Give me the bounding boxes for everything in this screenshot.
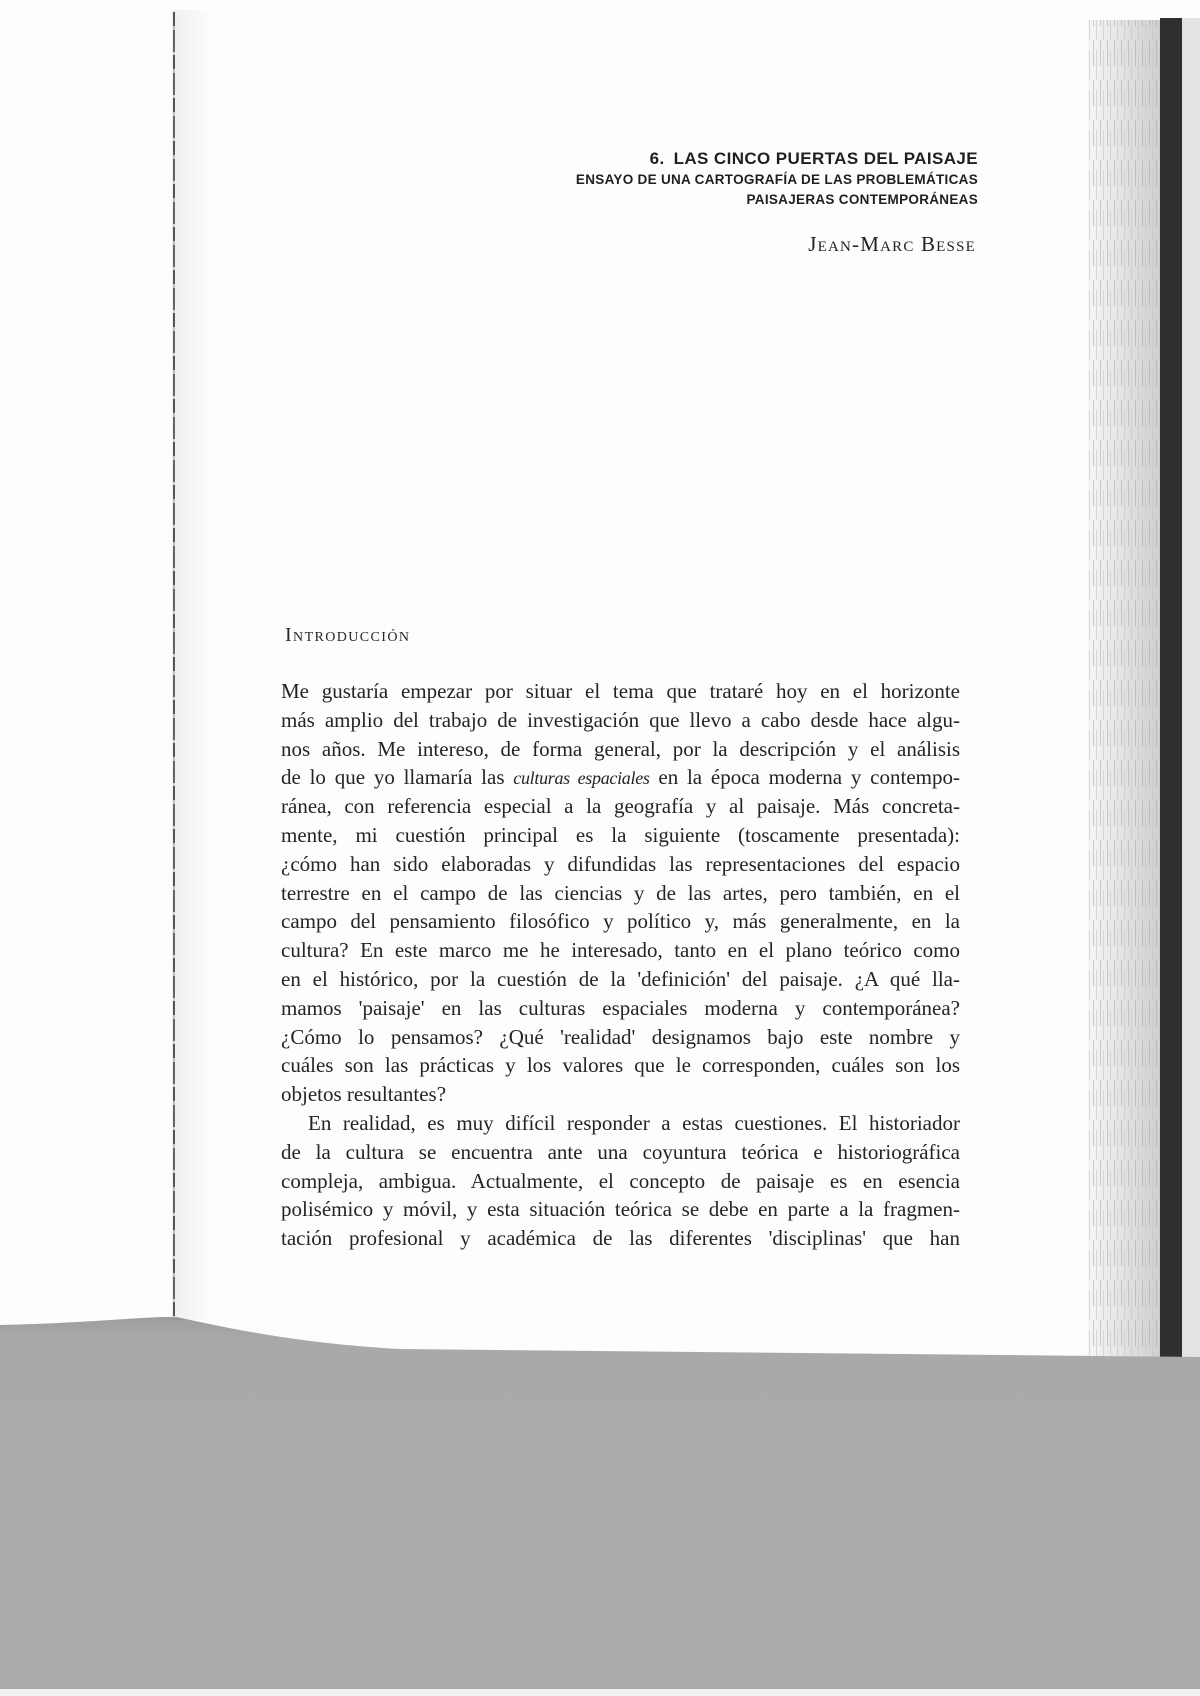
text-line [281,763,960,792]
text-line: En realidad, es muy difícil responder a estas cuestiones. El historiador [308,1110,960,1135]
binding-shadow [172,10,212,1320]
italic-term: culturas espaciales [513,768,650,789]
text-line: mente, mi cuestión principal es la siguiente (toscamente presentada): [281,822,960,847]
page-stack-edge [1088,20,1160,1360]
chapter-heading [418,148,978,210]
text-line: cuáles son las prácticas y los valores que le corresponden, cuáles son los [281,1053,960,1078]
text-line: de la cultura se encuentra ante una coyuntura teórica e historiográfica [281,1139,960,1164]
text-line: más amplio del trabajo de investigación que llevo a cabo desde hace algu- [281,707,960,732]
paragraph [281,1109,960,1253]
binding-line [173,12,175,1318]
text-line: ¿Cómo lo pensamos? ¿Qué 'realidad' designamos bajo este nombre y [281,1024,960,1049]
text-segment: de lo que yo llamaría las [281,765,514,790]
text-line: compleja, ambigua. Actualmente, el concepto de paisaje es en esencia [281,1168,960,1193]
page-edge-dark-band [1160,18,1182,1360]
text-line: objetos resultantes? [281,1082,447,1107]
text-line: en el histórico, por la cuestión de la 'definición' del paisaje. ¿A qué lla- [281,966,960,991]
text-line: campo del pensamiento filosófico y político y, más generalmente, en la [281,909,960,934]
chapter-title-line [418,148,978,170]
author-name: Jean-Marc Besse [808,232,976,256]
chapter-subtitle-line: ENSAYO DE UNA CARTOGRAFÍA DE LAS PROBLEMÁTICAS [575,172,978,187]
body-text [281,677,960,1253]
chapter-subtitle-line: PAISAJERAS CONTEMPORÁNEAS [746,192,978,207]
text-line: nos años. Me intereso, de forma general, por la descripción y el análisis [281,736,960,761]
text-line: Me gustaría empezar por situar el tema que trataré hoy en el horizonte [281,679,960,703]
text-line: tación profesional y académica de las diferentes 'disciplinas' que han [281,1226,960,1251]
text-line: cultura? En este marco me he interesado, tanto en el plano teórico como [281,938,960,963]
paragraph [281,677,960,1109]
text-segment: en la época moderna y contempo- [649,765,960,790]
text-line: mamos 'paisaje' en las culturas espaciales moderna y contemporánea? [281,995,960,1020]
scan-bottom-strip [0,1689,1200,1696]
chapter-number: 6. [649,149,665,168]
scanner-bed [0,1317,1200,1689]
text-line: ¿cómo han sido elaboradas y difundidas las representaciones del espacio [281,851,960,876]
page-edge-outer [1182,18,1200,1360]
text-line: ránea, con referencia especial a la geografía y al paisaje. Más concreta- [281,794,960,819]
text-line: terrestre en el campo de las ciencias y de las artes, pero también, en el [281,880,960,905]
chapter-title: LAS CINCO PUERTAS DEL PAISAJE [673,149,978,168]
section-heading: Introducción [285,624,411,646]
text-line: polisémico y móvil, y esta situación teórica se debe en parte a la fragmen- [281,1197,960,1222]
